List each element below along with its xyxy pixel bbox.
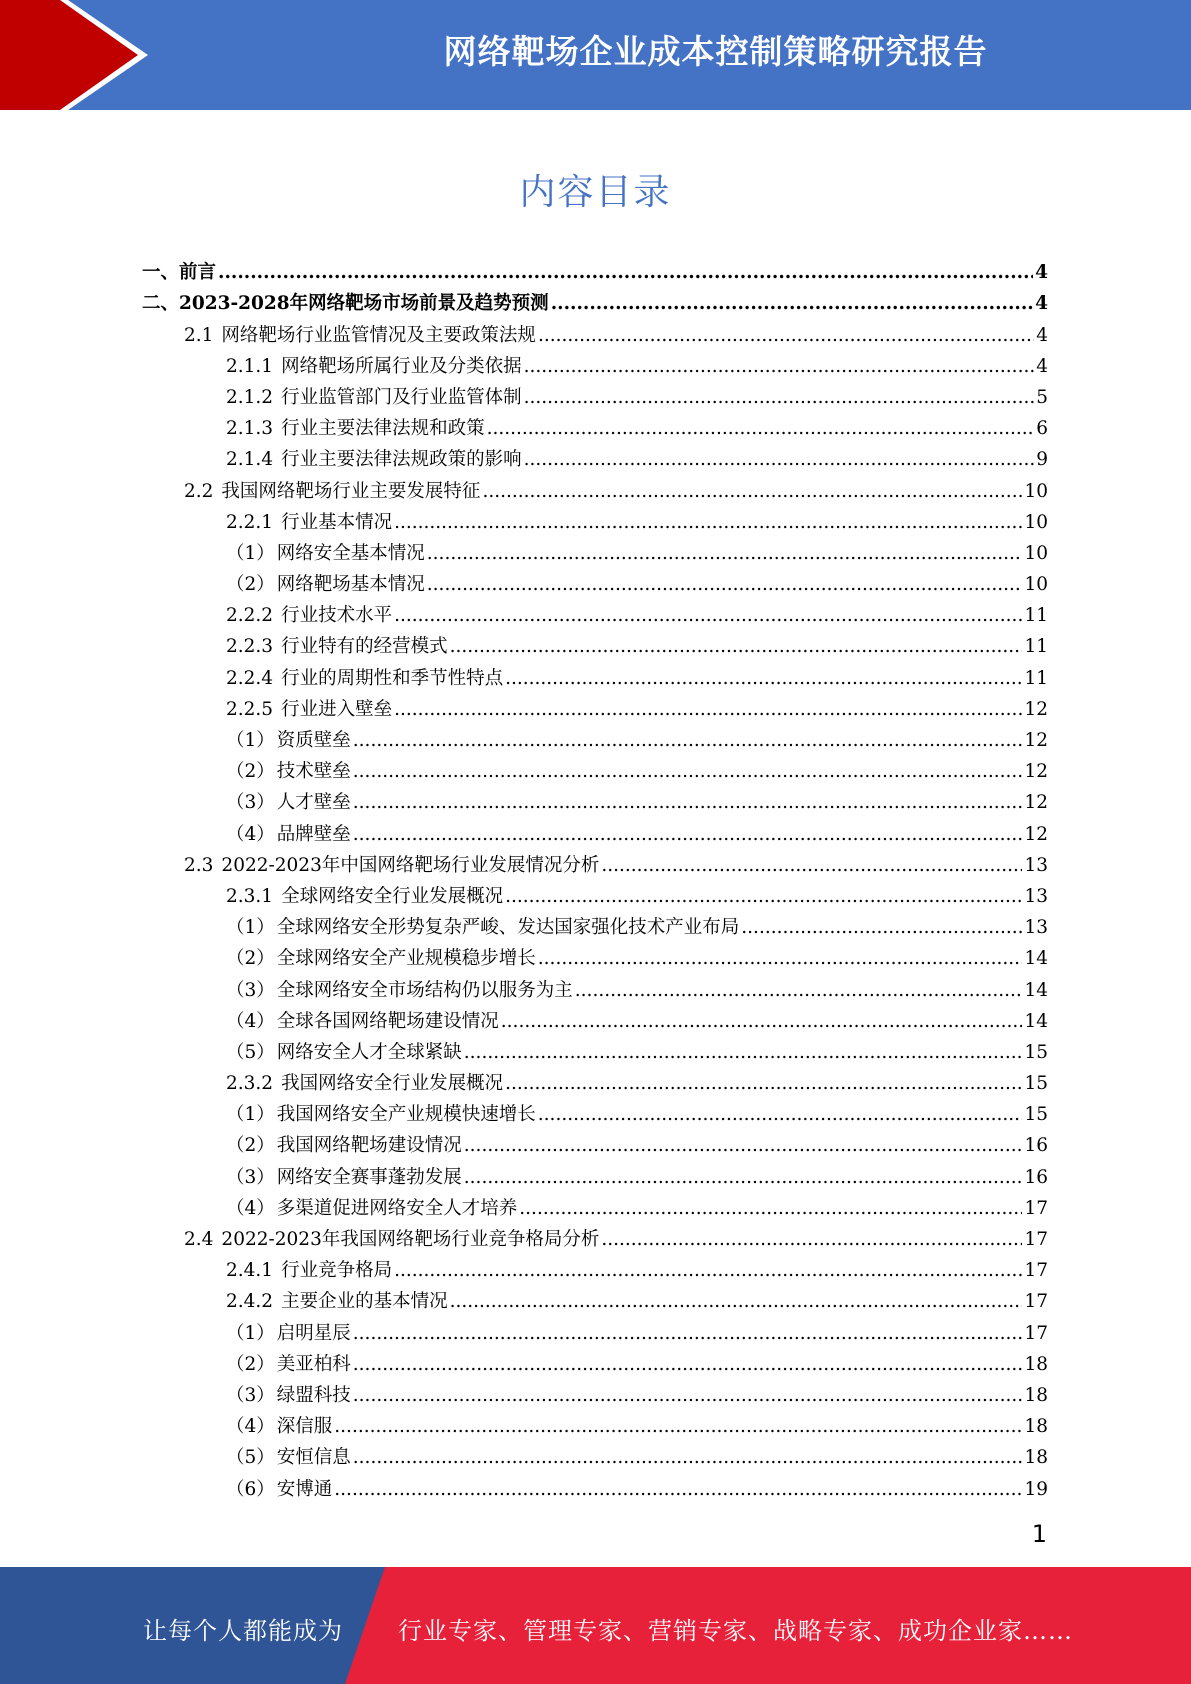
toc-entry-title: 2022-2023年中国网络靶场行业发展情况分析: [221, 854, 600, 876]
toc-entry[interactable]: [142, 1283, 1048, 1314]
toc-dot-leader: [353, 823, 1023, 847]
toc-dot-leader: [394, 604, 1022, 628]
toc-entry-title: 美亚柏科: [276, 1353, 351, 1375]
toc-entry-title: 网络靶场行业监管情况及主要政策法规: [221, 324, 536, 346]
toc-entry-page: 4: [1036, 355, 1048, 377]
toc-entry[interactable]: [142, 566, 1048, 597]
toc-entry-number: （2）: [226, 1135, 275, 1157]
toc-entry[interactable]: [142, 348, 1048, 379]
toc-entry-title: 行业主要法律法规和政策: [281, 418, 485, 440]
toc-entry-title: 前言: [179, 262, 217, 284]
toc-dot-leader: [353, 729, 1023, 753]
toc-entry[interactable]: [142, 254, 1048, 285]
toc-entry[interactable]: [142, 410, 1048, 441]
toc-entry-page: 14: [1024, 979, 1048, 1001]
toc-entry-page: 5: [1036, 386, 1048, 408]
toc-entry-number: 2.2.1: [226, 511, 274, 533]
toc-dot-leader: [218, 261, 1033, 285]
toc-entry-page: 11: [1024, 667, 1048, 689]
toc-entry[interactable]: [142, 628, 1048, 659]
toc-entry[interactable]: [142, 722, 1048, 753]
toc-entry-number: 2.4.1: [226, 1260, 274, 1282]
toc-entry[interactable]: [142, 379, 1048, 410]
toc-entry-number: 2.1.4: [226, 449, 274, 471]
toc-entry-page: 17: [1024, 1260, 1048, 1282]
toc-entry-title: 行业技术水平: [281, 605, 393, 627]
toc-dot-leader: [505, 1072, 1022, 1096]
toc-entry[interactable]: [142, 1065, 1048, 1096]
toc-entry-title: 我国网络安全产业规模快速增长: [276, 1104, 536, 1126]
toc-entry[interactable]: [142, 1158, 1048, 1189]
toc-entry[interactable]: [142, 535, 1048, 566]
toc-entry-number: 2.3.2: [226, 1073, 274, 1095]
page-header: [0, 0, 1191, 110]
toc-entry-number: （1）: [226, 917, 275, 939]
toc-entry[interactable]: [142, 1190, 1048, 1221]
toc-entry-page: 19: [1024, 1478, 1048, 1500]
toc-entry-title: 人才壁垒: [276, 792, 351, 814]
toc-dot-leader: [464, 1166, 1023, 1190]
toc-entry-page: 15: [1024, 1073, 1048, 1095]
toc-entry-number: （2）: [226, 948, 275, 970]
toc-entry-title: 全球网络安全市场结构仍以服务为主: [276, 979, 573, 1001]
toc-entry-page: 12: [1024, 792, 1048, 814]
toc-entry-number: 2.3: [184, 854, 214, 876]
toc-entry-title: 网络靶场基本情况: [276, 574, 425, 596]
toc-dot-leader: [353, 760, 1023, 784]
toc-dot-leader: [538, 947, 1023, 971]
toc-dot-leader: [501, 1010, 1023, 1034]
toc-entry-number: 2.4.2: [226, 1291, 274, 1313]
toc-dot-leader: [487, 417, 1035, 441]
toc-entry-title: 2022-2023年我国网络靶场行业竞争格局分析: [221, 1229, 600, 1250]
toc-entry-title: 启明星辰: [276, 1322, 351, 1344]
toc-entry-number: （4）: [226, 1010, 275, 1032]
toc-entry-page: 14: [1024, 1010, 1048, 1032]
toc-dot-leader: [524, 355, 1035, 379]
toc-dot-leader: [601, 854, 1022, 878]
toc-dot-leader: [464, 1134, 1023, 1158]
toc-dot-leader: [551, 292, 1033, 316]
toc-entry-number: （1）: [226, 730, 275, 751]
toc-entry-number: 2.1.3: [226, 418, 274, 440]
header-arrow-decoration: [0, 0, 160, 110]
toc-dot-leader: [353, 1446, 1023, 1470]
toc-dot-leader: [353, 1353, 1023, 1377]
toc-entry-title: 安博通: [276, 1478, 333, 1500]
toc-dot-leader: [538, 324, 1034, 348]
toc-entry-title: 行业主要法律法规政策的影响: [281, 449, 522, 471]
toc-entry-page: 4: [1035, 262, 1048, 284]
toc-dot-leader: [353, 1384, 1023, 1408]
toc-entry-title: 全球网络安全行业发展概况: [281, 885, 504, 907]
toc-entry-page: 18: [1024, 1353, 1048, 1375]
toc-entry[interactable]: [142, 1314, 1048, 1345]
toc-entry-number: 2.2: [184, 480, 214, 502]
toc-entry[interactable]: [142, 815, 1048, 846]
toc-entry-number: （5）: [226, 1041, 275, 1063]
toc-dot-leader: [524, 386, 1035, 410]
toc-entry[interactable]: [142, 1127, 1048, 1158]
toc-entry-page: 13: [1024, 854, 1048, 876]
toc-dot-leader: [538, 1103, 1023, 1127]
toc-entry-number: （4）: [226, 1197, 275, 1219]
toc-entry-title: 网络安全人才全球紧缺: [276, 1041, 462, 1063]
toc-dot-leader: [464, 1041, 1023, 1065]
toc-entry-number: （5）: [226, 1447, 275, 1469]
toc-entry-title: 网络安全基本情况: [276, 542, 425, 564]
toc-heading: 内容目录: [519, 172, 672, 213]
toc-entry-title: 网络靶场所属行业及分类依据: [281, 355, 522, 377]
toc-entry-number: 一、: [142, 262, 180, 284]
toc-entry-page: 15: [1024, 1104, 1048, 1126]
toc-entry[interactable]: [142, 940, 1048, 971]
toc-entry-title: 行业监管部门及行业监管体制: [281, 386, 522, 408]
toc-entry[interactable]: [142, 847, 1048, 878]
toc-entry-number: （1）: [226, 1104, 275, 1126]
toc-dot-leader: [741, 916, 1022, 940]
report-title: 网络靶场企业成本控制策略研究报告: [443, 32, 988, 71]
toc-entry-number: 2.2.4: [226, 667, 274, 689]
toc-entry-page: 4: [1035, 293, 1048, 315]
toc-dot-leader: [575, 979, 1023, 1003]
toc-entry-title: 深信服: [276, 1416, 333, 1438]
toc-entry[interactable]: [142, 909, 1048, 940]
toc-entry-page: 12: [1024, 698, 1048, 720]
toc-entry[interactable]: [142, 1439, 1048, 1470]
toc-entry-page: 16: [1024, 1166, 1048, 1188]
toc-entry-title: 行业竞争格局: [281, 1260, 393, 1282]
toc-entry-page: 14: [1024, 948, 1048, 970]
toc-entry[interactable]: [142, 1470, 1048, 1501]
toc-entry[interactable]: [142, 971, 1048, 1002]
toc-entry[interactable]: [142, 504, 1048, 535]
toc-dot-leader: [394, 698, 1022, 722]
toc-entry-title: 全球网络安全形势复杂严峻、发达国家强化技术产业布局: [276, 917, 740, 939]
toc-entry-number: （3）: [226, 1384, 275, 1406]
toc-entry-page: 17: [1024, 1197, 1048, 1219]
toc-entry[interactable]: [142, 597, 1048, 628]
toc-entry-number: （3）: [226, 1166, 275, 1188]
toc-entry-page: 16: [1024, 1135, 1048, 1157]
toc-entry-number: 2.1.2: [226, 386, 274, 408]
toc-entry-number: （3）: [226, 792, 275, 814]
toc-entry-title: 行业的周期性和季节性特点: [281, 667, 504, 689]
toc-entry-page: 10: [1024, 574, 1048, 596]
toc-entry-page: 18: [1024, 1384, 1048, 1406]
toc-entry[interactable]: [142, 1221, 1048, 1252]
toc-entry-title: 我国网络靶场建设情况: [276, 1135, 462, 1157]
toc-entry-title: 主要企业的基本情况: [281, 1291, 448, 1313]
toc-entry-number: （4）: [226, 823, 275, 845]
toc-entry-page: 6: [1036, 418, 1048, 440]
toc-dot-leader: [524, 448, 1035, 472]
toc-entry[interactable]: [142, 753, 1048, 784]
toc-dot-leader: [450, 1290, 1023, 1314]
toc-entry-page: 11: [1024, 605, 1048, 627]
toc-dot-leader: [505, 667, 1022, 691]
toc-entry[interactable]: [142, 285, 1048, 316]
toc-entry-title: 网络安全赛事蓬勃发展: [276, 1166, 462, 1188]
toc-entry-number: 2.2.3: [226, 636, 274, 658]
toc-entry-page: 17: [1024, 1322, 1048, 1344]
toc-entry-page: 15: [1024, 1041, 1048, 1063]
toc-entry-number: 2.2.5: [226, 698, 274, 720]
toc-entry[interactable]: [142, 784, 1048, 815]
toc-entry-number: 2.4: [184, 1229, 214, 1250]
toc-entry-title: 技术壁垒: [276, 761, 351, 783]
toc-entry-page: 9: [1036, 449, 1048, 471]
toc-entry-title: 全球网络安全产业规模稳步增长: [276, 948, 536, 970]
toc-entry-number: （1）: [226, 542, 275, 564]
toc-entry-title: 安恒信息: [276, 1447, 351, 1469]
toc-entry[interactable]: [142, 316, 1048, 347]
toc-entry-title: 品牌壁垒: [276, 823, 351, 845]
page-footer: [0, 1567, 1191, 1684]
toc-entry[interactable]: [142, 659, 1048, 690]
toc-entry-title: 行业特有的经营模式: [281, 636, 448, 658]
toc-entry-page: 12: [1024, 823, 1048, 845]
toc-dot-leader: [519, 1197, 1022, 1221]
toc-entry-title: 我国网络安全行业发展概况: [281, 1073, 504, 1095]
toc-dot-leader: [353, 1322, 1023, 1346]
toc-entry-number: 2.1.1: [226, 355, 274, 377]
toc-entry-page: 12: [1024, 730, 1048, 751]
toc-entry-number: （2）: [226, 574, 275, 596]
toc-entry-page: 13: [1024, 885, 1048, 907]
toc-dot-leader: [334, 1478, 1022, 1502]
toc-dot-leader: [427, 542, 1023, 566]
toc-entry[interactable]: [142, 1034, 1048, 1065]
toc-entry[interactable]: [142, 472, 1048, 503]
toc-dot-leader: [353, 791, 1023, 815]
toc-entry-number: （3）: [226, 979, 275, 1001]
toc-entry-number: 2.2.2: [226, 605, 274, 627]
toc-entry-number: （1）: [226, 1322, 275, 1344]
toc-entry-page: 18: [1024, 1447, 1048, 1469]
page-number: 1: [1031, 1520, 1047, 1548]
toc-entry-page: 12: [1024, 761, 1048, 783]
toc-entry-number: 二、: [142, 293, 180, 315]
toc-entry-page: 10: [1024, 480, 1048, 502]
toc-entry-page: 17: [1024, 1229, 1048, 1250]
toc-entry-title: 我国网络靶场行业主要发展特征: [221, 480, 481, 502]
toc-entry[interactable]: [142, 1346, 1048, 1377]
toc-entry-page: 18: [1024, 1416, 1048, 1438]
toc-entry-title: 资质壁垒: [276, 730, 351, 751]
toc-entry-page: 11: [1024, 636, 1048, 658]
toc-entry[interactable]: [142, 1377, 1048, 1408]
toc-dot-leader: [394, 1259, 1022, 1283]
toc-dot-leader: [427, 573, 1023, 597]
toc-entry[interactable]: [142, 441, 1048, 472]
toc-entry-title: 行业基本情况: [281, 511, 393, 533]
toc-entry-page: 10: [1024, 511, 1048, 533]
toc-entry-title: 绿盟科技: [276, 1384, 351, 1406]
toc-entry-page: 10: [1024, 542, 1048, 564]
toc-dot-leader: [450, 635, 1023, 659]
toc-dot-leader: [394, 511, 1022, 535]
toc-entry-page: 13: [1024, 917, 1048, 939]
toc-entry-title: 全球各国网络靶场建设情况: [276, 1010, 499, 1032]
toc-entry[interactable]: [142, 1408, 1048, 1439]
toc-entry[interactable]: [142, 1096, 1048, 1127]
toc-entry[interactable]: [142, 1003, 1048, 1034]
toc-entry-number: 2.1: [184, 324, 214, 346]
toc-entry-page: 4: [1036, 324, 1048, 346]
toc-dot-leader: [601, 1228, 1022, 1252]
toc-entry[interactable]: [142, 691, 1048, 722]
toc-entry-title: 2023-2028年网络靶场市场前景及趋势预测: [179, 293, 549, 315]
toc-entry-number: （2）: [226, 761, 275, 783]
toc-dot-leader: [505, 885, 1022, 909]
toc-entry-number: 2.3.1: [226, 885, 274, 907]
toc-entry[interactable]: [142, 1252, 1048, 1283]
footer-slogan-left: 让每个人都能成为: [143, 1617, 343, 1645]
toc-entry-number: （2）: [226, 1353, 275, 1375]
toc-entry-title: 行业进入壁垒: [281, 698, 393, 720]
footer-slogan-right: 行业专家、管理专家、营销专家、战略专家、成功企业家……: [398, 1617, 1073, 1645]
table-of-contents: [142, 254, 1048, 1502]
toc-dot-leader: [334, 1415, 1022, 1439]
toc-dot-leader: [482, 480, 1022, 504]
toc-entry-title: 多渠道促进网络安全人才培养: [276, 1197, 518, 1219]
toc-entry-number: （4）: [226, 1416, 275, 1438]
toc-entry[interactable]: [142, 878, 1048, 909]
toc-entry-number: （6）: [226, 1478, 275, 1500]
toc-entry-page: 17: [1024, 1291, 1048, 1313]
